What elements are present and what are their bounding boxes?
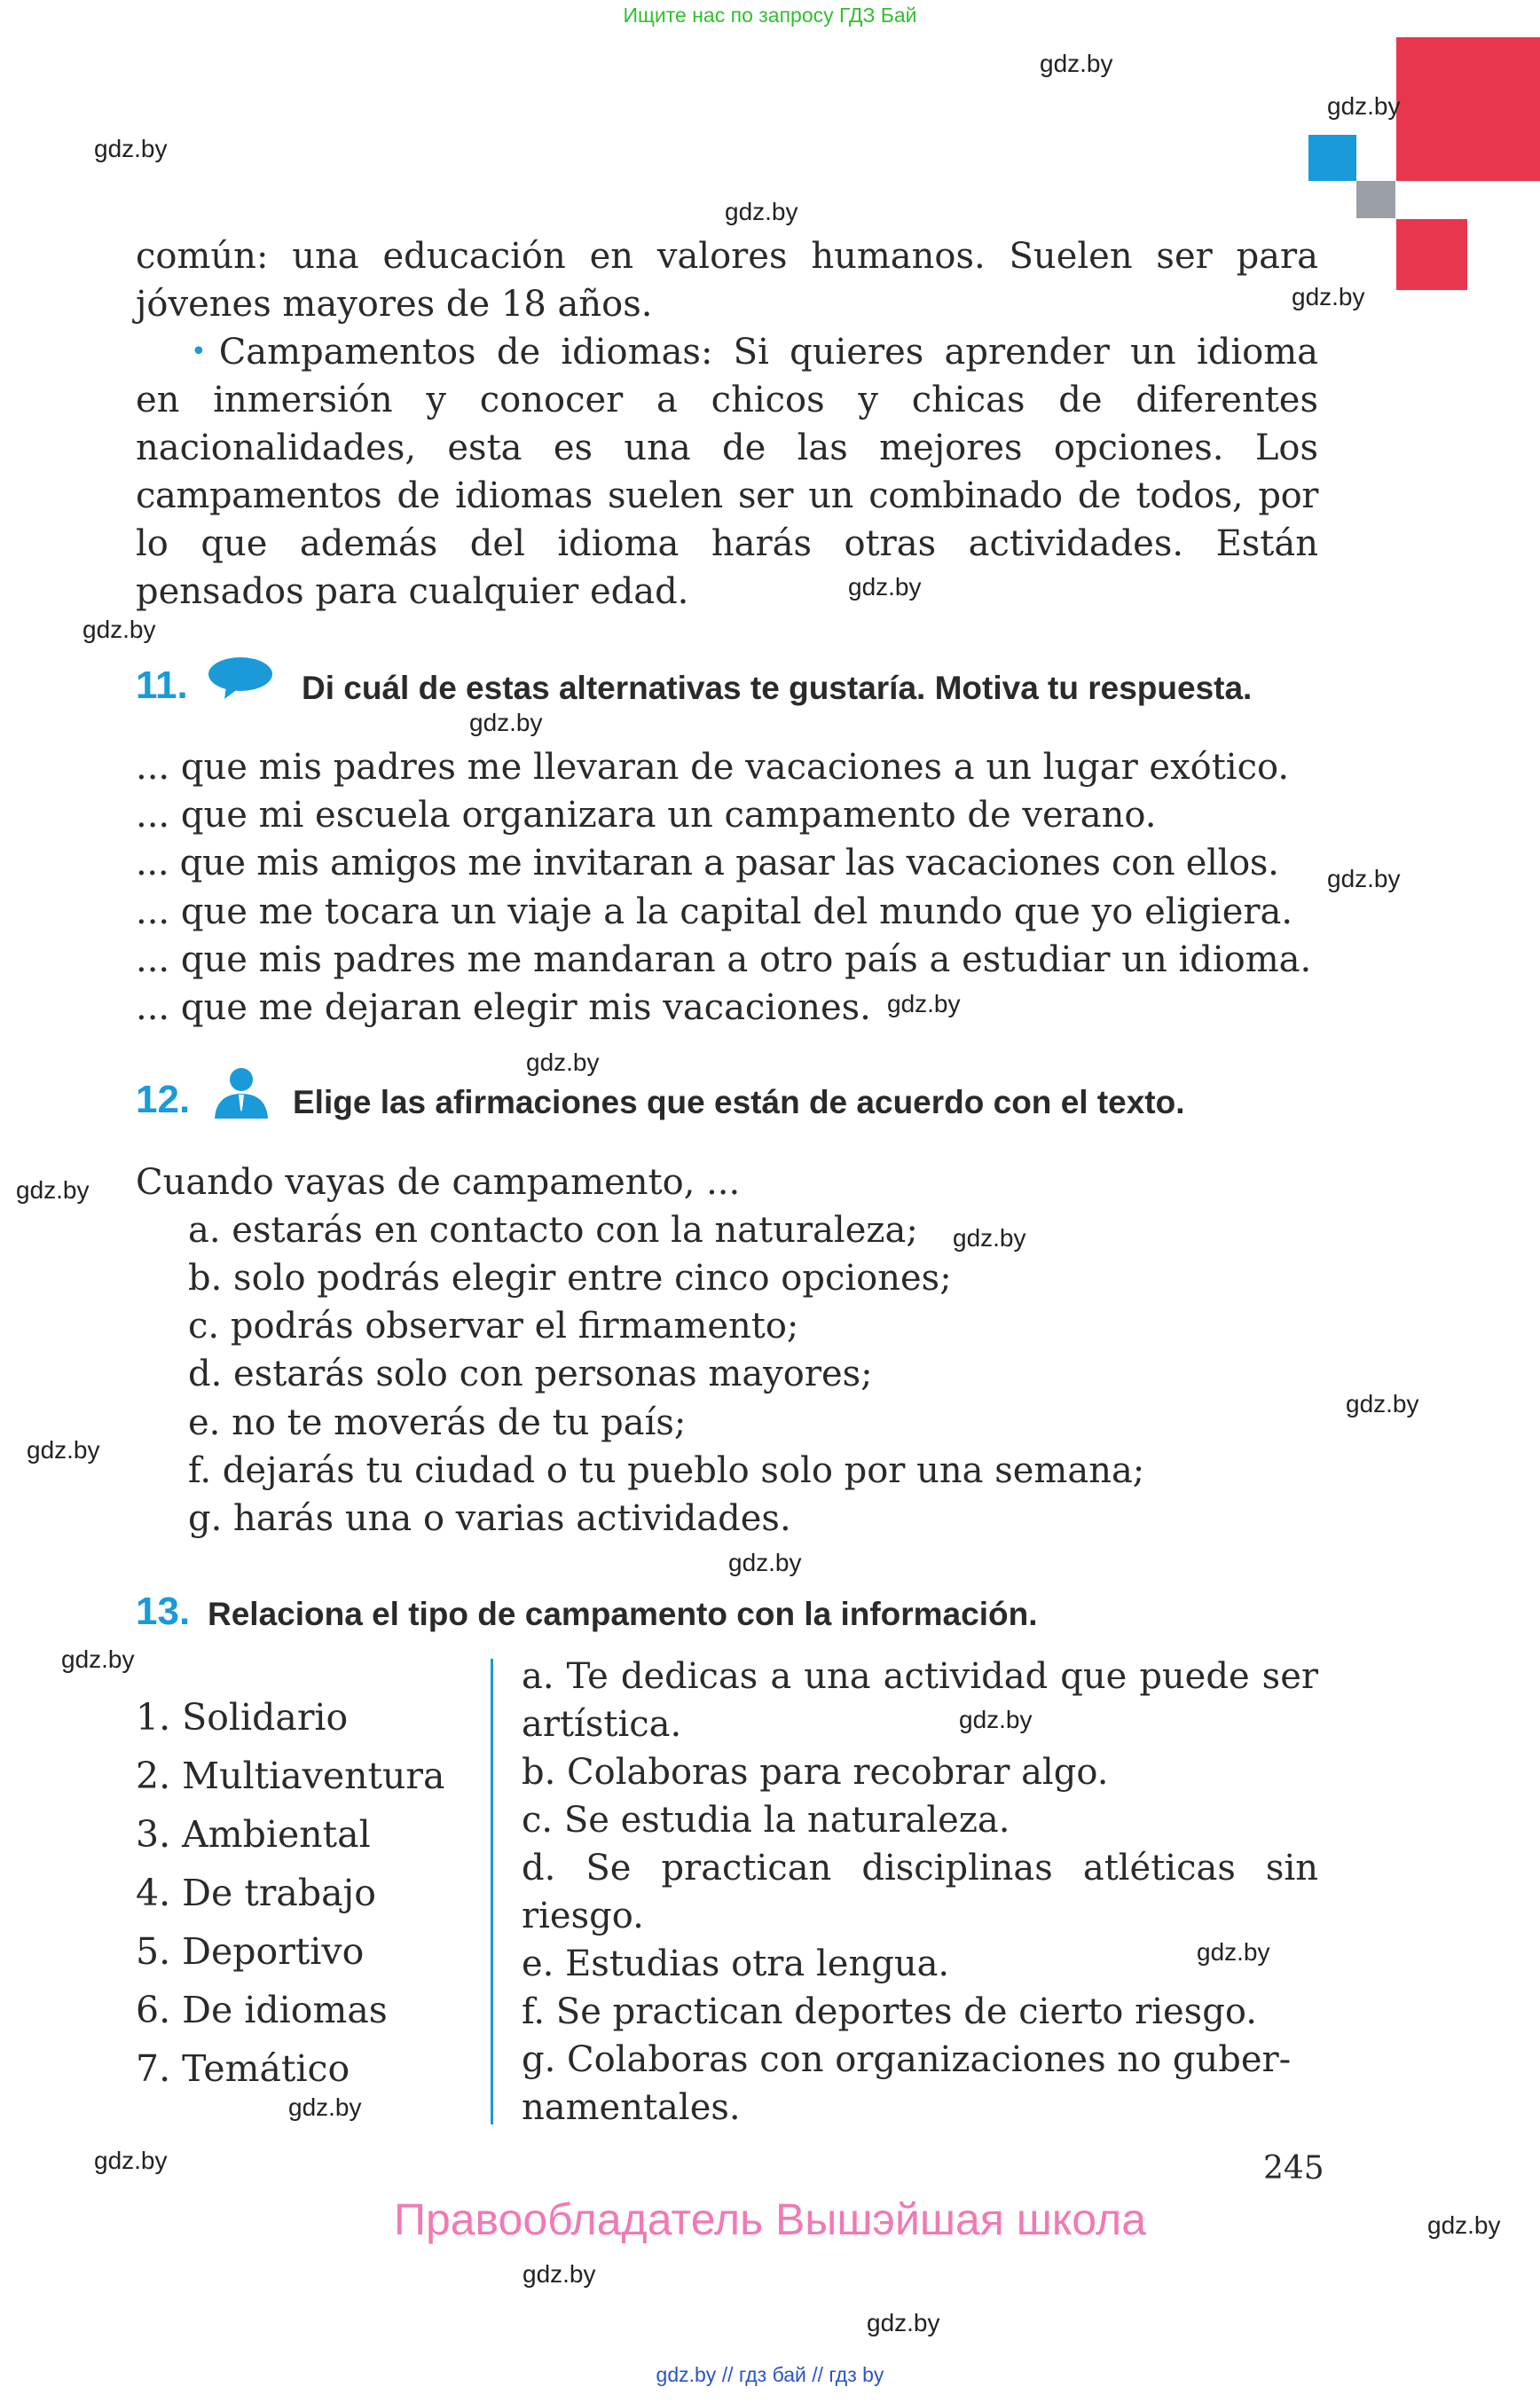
watermark: gdz.by	[848, 573, 922, 601]
camp-type-item: 4. De trabajo	[136, 1872, 376, 1914]
watermark: gdz.by	[1346, 1390, 1419, 1417]
watermark: gdz.by	[522, 2260, 596, 2288]
list-item: ... que mis padres me mandaran a otro país a estudiar un idioma.	[136, 939, 1312, 980]
bottom-banner: gdz.by // гдз бай // гдз by	[656, 2363, 884, 2386]
bullet-icon: •	[191, 336, 207, 367]
list-item: ... que mi escuela organizara un campamento de verano.	[136, 795, 1157, 836]
camp-type-item: 7. Temático	[136, 2047, 350, 2090]
watermark: gdz.by	[1292, 283, 1365, 310]
info-item: f. Se practican deportes de cierto riesgo.	[522, 1991, 1257, 2032]
watermark: gdz.by	[1327, 92, 1401, 120]
exercise-13-number: 13.	[136, 1590, 191, 1633]
camp-type-item: 2. Multiaventura	[136, 1755, 445, 1797]
text-line: • Campamentos de idiomas: Si quieres aprender un idioma	[191, 332, 1318, 373]
decor-blue-square	[1308, 135, 1356, 181]
info-item: b. Colaboras para recobrar algo.	[522, 1752, 1109, 1793]
info-item: g. Colaboras con organizaciones no guber-namentales.	[522, 2039, 1292, 2128]
option-item: c. podrás observar el firmamento;	[188, 1306, 799, 1347]
watermark: gdz.by	[1040, 50, 1113, 77]
exercise-11-number: 11.	[136, 664, 188, 707]
option-item: g. harás una o varias actividades.	[188, 1498, 791, 1539]
watermark: gdz.by	[867, 2309, 940, 2336]
option-item: e. no te moverás de tu país;	[188, 1402, 687, 1443]
copyright-notice: Правообладатель Вышэйшая школа	[394, 2195, 1146, 2244]
list-item: ... que me tocara un viaje a la capital del mundo que yo eligiera.	[136, 891, 1293, 932]
watermark: gdz.by	[1197, 1938, 1270, 1966]
info-column	[522, 1653, 1318, 2132]
intro-paragraph	[136, 232, 1318, 328]
text-line: en inmersión y conocer a chicos y chicas de diferentes	[136, 380, 1318, 420]
page-number: 245	[1263, 2150, 1324, 2187]
decor-red-square-large	[1396, 37, 1540, 181]
top-banner: Ищите нас по запросу ГДЗ Бай	[623, 4, 917, 27]
text-line: campamentos de idiomas suelen ser un combinado de todos, por	[136, 475, 1318, 516]
watermark: gdz.by	[728, 1549, 802, 1576]
option-item: d. estarás solo con personas mayores;	[188, 1354, 873, 1394]
camp-type-item: 3. Ambiental	[136, 1813, 371, 1856]
info-item: d. Se practican disciplinas atléticas sin riesgo.	[522, 1848, 1318, 1936]
watermark: gdz.by	[725, 198, 798, 225]
watermark: gdz.by	[94, 135, 168, 162]
column-divider	[491, 1659, 493, 2124]
camp-type-item: 6. De idiomas	[136, 1989, 388, 2031]
watermark: gdz.by	[16, 1176, 90, 1204]
camp-type-item: 5. Deportivo	[136, 1930, 365, 1973]
watermark: gdz.by	[288, 2093, 362, 2121]
info-item: e. Estudias otra lengua.	[522, 1944, 950, 1984]
exercise-12-number: 12.	[136, 1078, 191, 1121]
person-icon	[213, 1067, 270, 1122]
option-item: f. dejarás tu ciudad o tu pueblo solo por una semana;	[188, 1450, 1145, 1491]
watermark: gdz.by	[82, 616, 156, 643]
decor-red-square-small	[1396, 219, 1467, 290]
text-line: pensados para cualquier edad.	[136, 571, 689, 612]
text-line: común: una educación en valores humanos. Suelen ser para	[136, 236, 1318, 277]
list-item: ... que mis amigos me invitaran a pasar las vacaciones con ellos.	[136, 843, 1279, 883]
watermark: gdz.by	[94, 2147, 168, 2174]
watermark: gdz.by	[959, 1706, 1033, 1733]
idiomas-paragraph	[136, 328, 1318, 616]
watermark: gdz.by	[526, 1048, 600, 1076]
exercise-12-lead: Cuando vayas de campamento, ...	[136, 1162, 741, 1203]
text-line: nacionalidades, esta es una de las mejores opciones. Los	[136, 428, 1318, 468]
watermark: gdz.by	[27, 1436, 100, 1464]
info-item: c. Se estudia la naturaleza.	[522, 1800, 1010, 1841]
exercise-13-instruction: Relaciona el tipo de campamento con la información.	[208, 1596, 1038, 1632]
speech-bubble-icon	[207, 656, 274, 704]
decor-gray-square	[1356, 181, 1395, 218]
info-item: a. Te dedicas a una actividad que puede ser artística.	[522, 1656, 1318, 1745]
text-line: lo que además del idioma harás otras actividades. Están	[136, 523, 1318, 564]
watermark: gdz.by	[61, 1645, 135, 1673]
camp-type-item: 1. Solidario	[136, 1696, 349, 1739]
option-item: a. estarás en contacto con la naturaleza;	[188, 1210, 918, 1251]
exercise-12-instruction: Elige las afirmaciones que están de acuerdo con el texto.	[293, 1084, 1185, 1120]
option-item: b. solo podrás elegir entre cinco opciones;	[188, 1258, 952, 1299]
watermark: gdz.by	[469, 709, 543, 736]
text-line: jóvenes mayores de 18 años.	[136, 284, 653, 325]
exercise-11-instruction: Di cuál de estas alternativas te gustaría. Motiva tu respuesta.	[302, 670, 1253, 706]
watermark: gdz.by	[953, 1224, 1026, 1252]
watermark: gdz.by	[1327, 865, 1401, 892]
watermark: gdz.by	[1427, 2211, 1501, 2239]
list-item: ... que mis padres me llevaran de vacaciones a un lugar exótico.	[136, 747, 1290, 788]
list-item: ... que me dejaran elegir mis vacaciones.	[136, 987, 871, 1028]
watermark: gdz.by	[887, 990, 961, 1017]
